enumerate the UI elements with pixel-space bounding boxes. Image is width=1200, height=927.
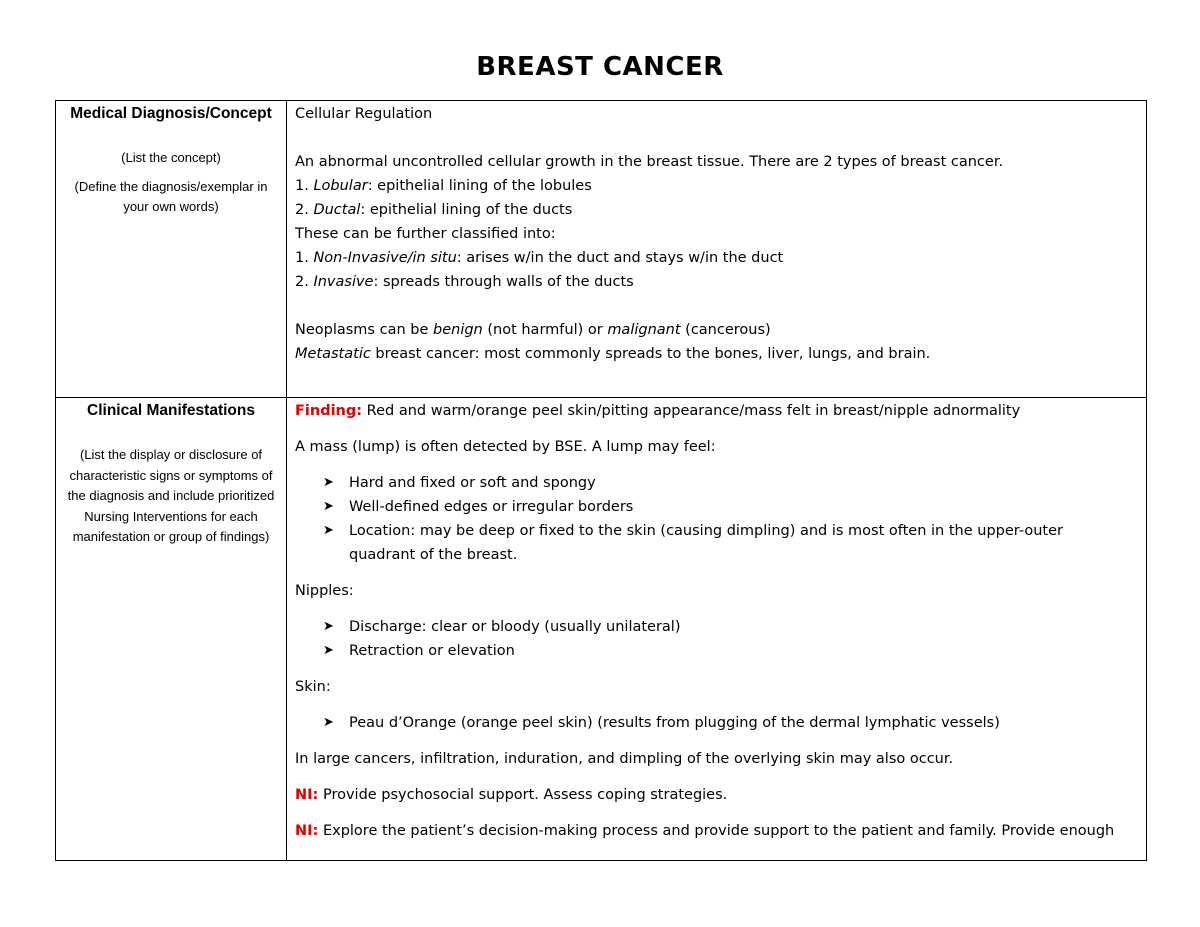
metastatic-description: breast cancer: most commonly spreads to the bones, liver, lungs, and brain. xyxy=(370,346,931,362)
term-description: : epithelial lining of the ducts xyxy=(360,202,573,218)
term-description: : spreads through walls of the ducts xyxy=(373,274,634,290)
list-item xyxy=(323,639,1146,663)
list-item-text: Well-defined edges or irregular borders xyxy=(349,499,634,515)
term-ductal: Ductal xyxy=(313,202,361,218)
list-number: 1. xyxy=(295,250,314,266)
finding-text: Red and warm/orange peel skin/pitting appearance/mass felt in breast/nipple adnormality xyxy=(362,403,1021,419)
term-metastatic: Metastatic xyxy=(295,346,371,362)
neoplasm-text-part: (not harmful) or xyxy=(482,322,608,338)
diagnosis-note-define: (Define the diagnosis/exemplar in your own words) xyxy=(74,178,268,214)
list-item-text: Peau d’Orange (orange peel skin) (results from plugging of the dermal lymphatic vessels) xyxy=(349,715,1000,731)
ni-text: Explore the patient’s decision-making process and provide support to the patient and family. Provide enough xyxy=(318,823,1115,839)
list-item-text: Hard and fixed or soft and spongy xyxy=(349,475,596,491)
neoplasm-text-part: Neoplasms can be xyxy=(295,322,433,338)
metastatic-text xyxy=(295,342,1146,366)
arrowhead-bullet-icon: ➤ xyxy=(323,715,334,730)
finding-line xyxy=(295,399,1146,423)
type-lobular xyxy=(295,174,1146,198)
neoplasms-text xyxy=(295,318,1146,342)
definition-text: An abnormal uncontrolled cellular growth in the breast tissue. There are 2 types of breast cancer. xyxy=(295,154,1004,170)
mass-intro: A mass (lump) is often detected by BSE. A lump may feel: xyxy=(295,439,716,455)
concept-name: Cellular Regulation xyxy=(295,106,433,122)
term-description: : epithelial lining of the lobules xyxy=(367,178,592,194)
ni-label: NI: xyxy=(295,823,319,839)
finding-label: Finding: xyxy=(295,403,363,419)
arrowhead-bullet-icon: ➤ xyxy=(323,499,334,514)
manifestations-heading: Clinical Manifestations xyxy=(87,402,255,419)
class-non-invasive xyxy=(295,246,1146,270)
nursing-intervention-1 xyxy=(295,783,1146,807)
list-item xyxy=(323,519,1146,567)
list-number: 2. xyxy=(295,274,314,290)
mass-list xyxy=(295,471,1146,567)
type-ductal xyxy=(295,198,1146,222)
diagnosis-label-cell xyxy=(56,101,287,398)
diagnosis-content-cell xyxy=(287,101,1147,398)
diagnosis-note-concept: (List the concept) xyxy=(121,150,221,165)
ni-label: NI: xyxy=(295,787,319,803)
manifestations-content-cell xyxy=(287,398,1147,861)
list-item xyxy=(323,495,1146,519)
page-title: BREAST CANCER xyxy=(476,52,724,82)
list-number: 1. xyxy=(295,178,314,194)
ni-text: Provide psychosocial support. Assess coping strategies. xyxy=(318,787,728,803)
table-row-diagnosis xyxy=(56,101,1147,398)
skin-label: Skin: xyxy=(295,679,331,695)
further-classified-text: These can be further classified into: xyxy=(295,226,556,242)
term-malignant: malignant xyxy=(607,322,681,338)
list-item-text: Location: may be deep or fixed to the skin (causing dimpling) and is most often in the upper-outer quadrant of the breast. xyxy=(349,523,1063,563)
list-item xyxy=(323,615,1146,639)
arrowhead-bullet-icon: ➤ xyxy=(323,619,334,634)
neoplasm-text-part: (cancerous) xyxy=(680,322,771,338)
list-item xyxy=(323,711,1146,735)
class-invasive xyxy=(295,270,1146,294)
term-invasive: Invasive xyxy=(313,274,374,290)
nipples-list xyxy=(295,615,1146,663)
large-cancers-text: In large cancers, infiltration, induration, and dimpling of the overlying skin may also occur. xyxy=(295,751,954,767)
arrowhead-bullet-icon: ➤ xyxy=(323,475,334,490)
table-row-manifestations xyxy=(56,398,1147,861)
diagnosis-heading: Medical Diagnosis/Concept xyxy=(70,105,272,122)
manifestations-label-cell xyxy=(56,398,287,861)
term-description: : arises w/in the duct and stays w/in the duct xyxy=(456,250,784,266)
list-item-text: Retraction or elevation xyxy=(349,643,515,659)
list-item xyxy=(323,471,1146,495)
list-number: 2. xyxy=(295,202,314,218)
arrowhead-bullet-icon: ➤ xyxy=(323,523,334,538)
term-benign: benign xyxy=(433,322,483,338)
arrowhead-bullet-icon: ➤ xyxy=(323,643,334,658)
nursing-intervention-2 xyxy=(295,819,1146,843)
nipples-label: Nipples: xyxy=(295,583,354,599)
skin-list xyxy=(295,711,1146,735)
care-plan-table xyxy=(55,100,1147,861)
term-non-invasive: Non-Invasive/in situ xyxy=(313,250,457,266)
list-item-text: Discharge: clear or bloody (usually unilateral) xyxy=(349,619,681,635)
manifestations-note: (List the display or disclosure of characteristic signs or symptoms of the diagnosis and include prioritized Nursing Interventions for each manifestation or group of findings) xyxy=(67,447,275,544)
term-lobular: Lobular xyxy=(313,178,368,194)
